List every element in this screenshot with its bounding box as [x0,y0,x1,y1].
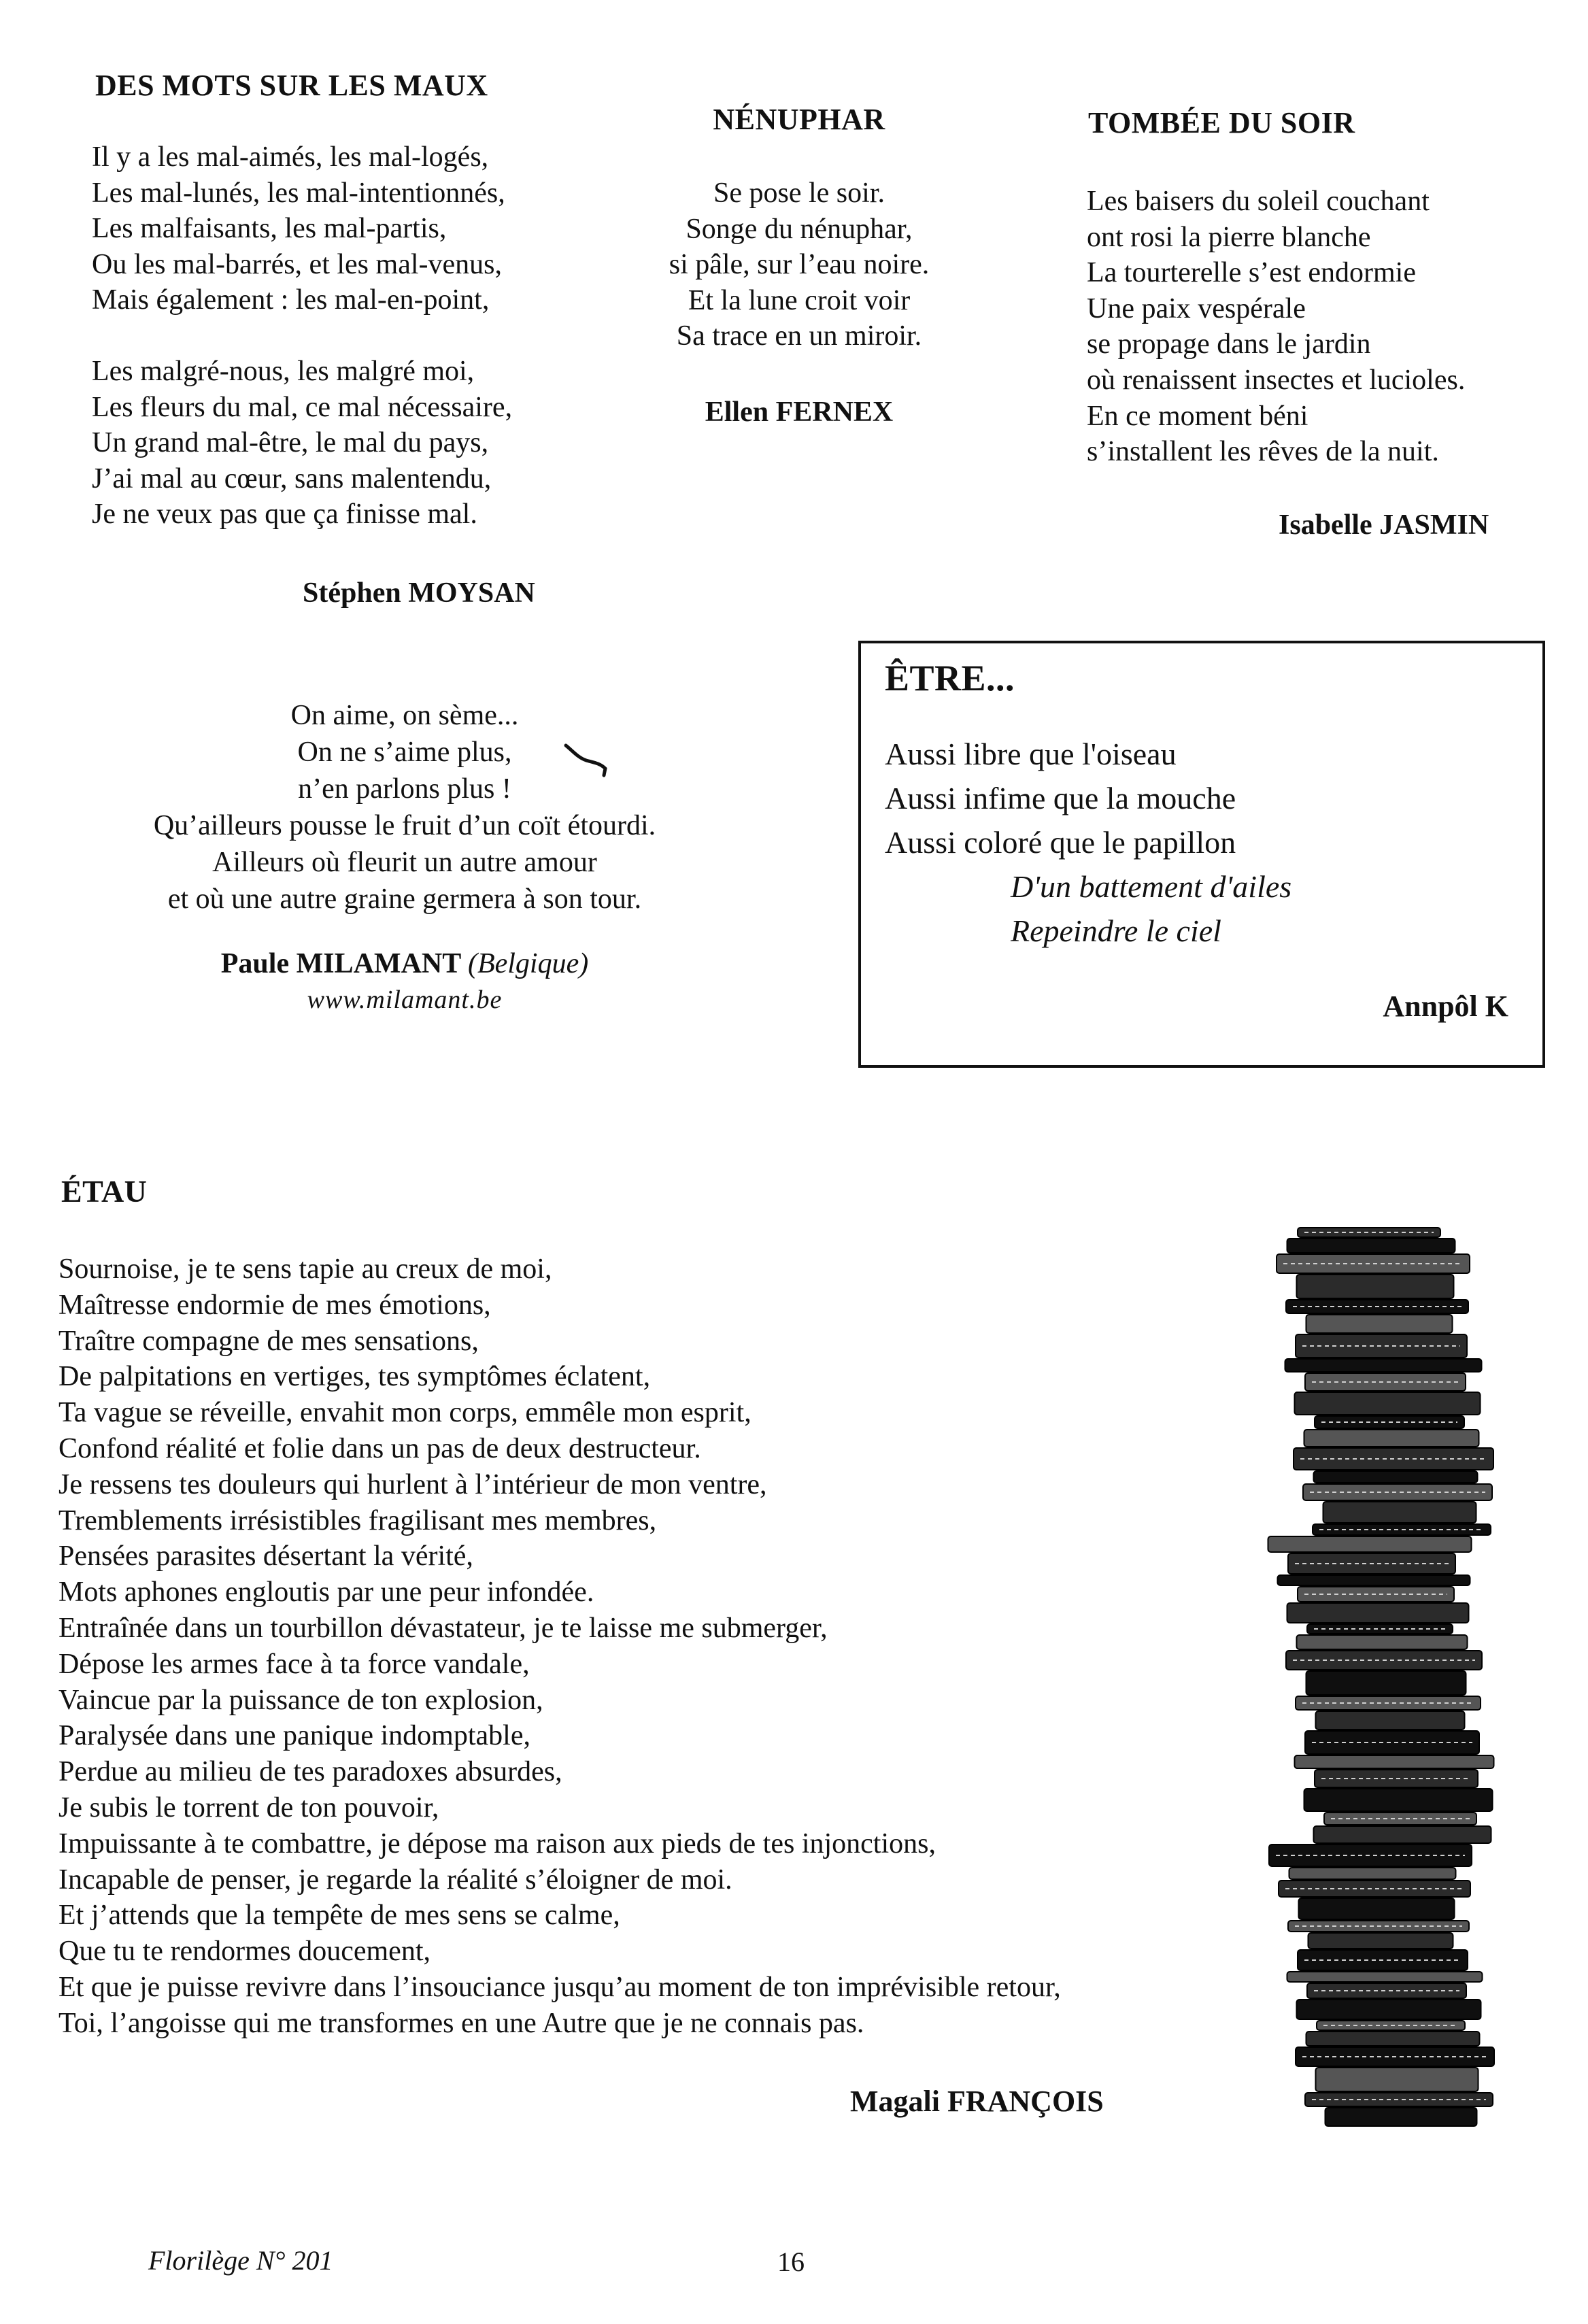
poem-body-etre [885,732,1291,953]
poem-author-nenuphar: Ellen FERNEX [705,397,894,428]
poem-line: où renaissent insectes et lucioles. [1087,364,1466,396]
poem-line: Se pose le soir. [713,178,885,209]
poem-line: La tourterelle s’est endormie [1087,257,1416,289]
poem-line: Songe du nénuphar, [686,213,913,245]
poem-line: Les mal-lunés, les mal-intentionnés, [92,177,505,209]
poem-author-des-mots: Stéphen MOYSAN [303,577,535,609]
poem-line: Sa trace en un miroir. [676,320,922,352]
poem-author-on-aime [54,947,755,980]
poem-title-tombee: TOMBÉE DU SOIR [1088,106,1355,139]
poem-line: Je ressens tes douleurs qui hurlent à l’intérieur de mon ventre, [58,1468,767,1500]
poem-line: se propage dans le jardin [1087,329,1371,360]
poem-line-italic: D'un battement d'ailes [1011,869,1292,904]
poem-line: Un grand mal-être, le mal du pays, [92,427,489,459]
poem-line: Il y a les mal-aimés, les mal-logés, [92,141,489,173]
poem-line: Aussi infime que la mouche [885,781,1236,815]
poem-line: Une paix vespérale [1087,292,1306,324]
poem-line: Ailleurs où fleurit un autre amour [212,847,597,878]
poem-line: Mais également : les mal-en-point, [92,284,490,316]
poem-line: Impuissante à te combattre, je dépose ma raison aux pieds de tes injonctions, [58,1828,936,1859]
author-country: (Belgique) [467,948,589,979]
poem-line: n’en parlons plus ! [298,773,511,805]
squiggle-decoration-icon [563,740,611,779]
poem-line: Je subis le torrent de ton pouvoir, [58,1791,439,1823]
magazine-issue: Florilège N° 201 [148,2245,333,2276]
poem-line: Paralysée dans une panique indomptable, [58,1720,530,1752]
poem-line: Confond réalité et folie dans un pas de deux destructeur. [58,1432,701,1464]
poem-line: Vaincue par la puissance de ton explosion, [58,1684,543,1716]
poem-body-etau [58,1251,1061,2042]
poem-line: Tremblements irrésistibles fragilisant mes membres, [58,1504,657,1536]
poem-line: J’ai mal au cœur, sans malentendu, [92,462,492,494]
poem-line: Et la lune croit voir [688,284,911,316]
poem-body-nenuphar [612,175,986,354]
poem-line: Les malfaisants, les mal-partis, [92,213,447,245]
poem-line: Toi, l’angoisse qui me transformes en une Autre que je ne connais pas. [58,2007,864,2039]
poem-body-on-aime [54,697,755,917]
poem-line: Traître compagne de mes sensations, [58,1325,479,1357]
poem-line: Dépose les armes face à ta force vandale, [58,1648,530,1680]
poem-line: Qu’ailleurs pousse le fruit d’un coït étourdi. [153,810,656,841]
poem-title-etau: ÉTAU [61,1174,148,1209]
poem-line: s’installent les rêves de la nuit. [1087,436,1439,468]
poem-line: Pensées parasites désertant la vérité, [58,1540,473,1572]
poem-line: Perdue au milieu de tes paradoxes absurdes, [58,1756,562,1788]
poem-line: et où une autre graine germera à son tour. [167,883,642,915]
poem-line: On ne s’aime plus, [297,737,512,768]
poem-line: si pâle, sur l’eau noire. [669,249,930,281]
poem-line: Et j’attends que la tempête de mes sens se calme, [58,1900,620,1932]
page-number: 16 [777,2246,805,2277]
poem-line: En ce moment béni [1087,400,1308,432]
poem-line: Sournoise, je te sens tapie au creux de moi, [58,1253,552,1285]
poem-line-italic: Repeindre le ciel [1011,913,1221,948]
poem-line: Les fleurs du mal, ce mal nécessaire, [92,391,513,423]
poem-line: Incapable de penser, je regarde la réalité s’éloigner de moi. [58,1864,732,1896]
poem-line: De palpitations en vertiges, tes symptômes éclatent, [58,1361,651,1393]
poem-line: Et que je puisse revivre dans l’insouciance jusqu’au moment de ton imprévisible retour, [58,1971,1061,2003]
poem-body-tombee [1087,184,1465,470]
poem-line: Aussi coloré que le papillon [885,825,1236,860]
poem-box-etre [858,641,1545,1068]
poem-line: Je ne veux pas que ça finisse mal. [92,499,477,531]
poem-line: Les malgré-nous, les malgré moi, [92,355,475,387]
author-website: www.milamant.be [307,986,503,1014]
poem-line: Maîtresse endormie de mes émotions, [58,1289,491,1321]
poem-author-tombee: Isabelle JASMIN [1279,509,1489,541]
poem-line: Entraînée dans un tourbillon dévastateur, je te laisse me submerger, [58,1612,828,1644]
poem-line: Les baisers du soleil couchant [1087,186,1430,217]
poem-line: Aussi libre que l'oiseau [885,737,1177,771]
poem-body-des-mots [92,139,512,533]
poem-title-des-mots: DES MOTS SUR LES MAUX [95,69,488,102]
poem-title-nenuphar: NÉNUPHAR [713,103,885,136]
poem-author-etau: Magali FRANÇOIS [850,2085,1104,2118]
poem-line: Ta vague se réveille, envahit mon corps, emmêle mon esprit, [58,1397,751,1429]
poem-title-etre: ÊTRE... [885,658,1015,698]
author-name: Paule MILAMANT [220,948,461,979]
book-stack-illustration [1264,1221,1508,2132]
poem-line: ont rosi la pierre blanche [1087,221,1371,253]
poem-line: Que tu te rendormes doucement, [58,1936,430,1968]
poem-line: Ou les mal-barrés, et les mal-venus, [92,248,502,280]
poem-line: Mots aphones engloutis par une peur infondée. [58,1577,594,1609]
poem-line: On aime, on sème... [290,700,519,731]
poem-author-etre: Annpôl K [1383,990,1508,1023]
